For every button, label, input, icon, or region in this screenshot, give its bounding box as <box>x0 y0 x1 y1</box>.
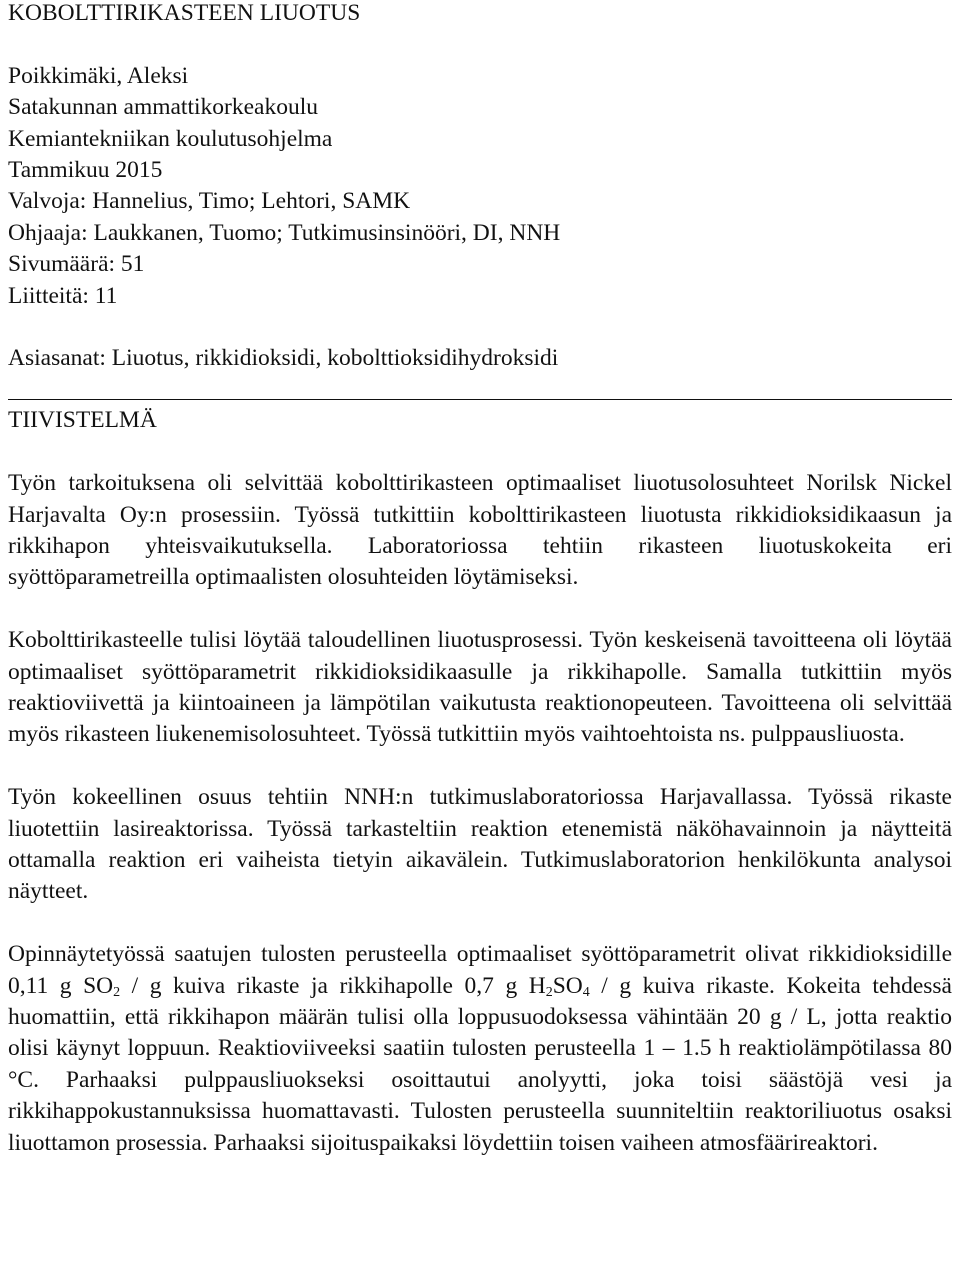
supervisor: Valvoja: Hannelius, Timo; Lehtori, SAMK <box>8 188 411 215</box>
spacer <box>8 312 952 343</box>
degree-programme: Kemiantekniikan koulutusohjelma <box>8 125 333 152</box>
publication-date: Tammikuu 2015 <box>8 157 163 184</box>
author: Poikkimäki, Aleksi <box>8 62 189 89</box>
appendix-count: Liitteitä: 11 <box>8 282 118 309</box>
subscript: 2 <box>545 984 553 1000</box>
paragraph-text: Opinnäytetyössä saatujen tulosten perusteella optimaaliset syöttöparametrit olivat rikkidioksidille 0,11 g SO <box>8 941 952 999</box>
subscript: 4 <box>582 984 590 1000</box>
abstract-heading: TIIVISTELMÄ <box>8 407 157 434</box>
spacer <box>8 751 952 782</box>
spacer <box>8 437 952 468</box>
abstract-paragraph-3: Työn kokeellinen osuus tehtiin NNH:n tutkimuslaboratoriossa Harjavallassa. Työssä rikaste liuotettiin lasireaktorissa. Työssä tarkasteltiin reaktion etenemistä näköhavainnoin ja näytteitä ottamalla reaktion eri vaiheista tietyin aikavälein. Tutkimuslaboratorion henkilökunta analysoi näytteet. <box>8 784 952 905</box>
spacer <box>8 29 952 60</box>
abstract-paragraph-2: Kobolttirikasteelle tulisi löytää taloudellinen liuotusprosessi. Työn keskeisenä tavoitteena oli löytää optimaaliset syöttöparametrit rikkidioksidikaasulle ja rikkihapolle. Samalla tutkittiin myös reaktioviivettä ja kiintoaineen ja lämpötilan vaikutusta reaktionopeuteen. Tavoitteena oli selvittää myös rikasteen liukenemisolosuhteet. Työssä tutkittiin myös vaihtoehtoista ns. pulppausliuosta. <box>8 627 952 748</box>
paragraph-text: / g kuiva rikaste. Kokeita tehdessä huomattiin, että rikkihapon määrän tulisi olla loppusuodoksessa vähintään 20 g / L, jotta reaktio olisi käynyt loppuun. Reaktioviiveeksi saatiin tulosten perusteella 1 – 1.5 h reaktiolämpötilassa 80 °C. Parhaaksi pulppausliuokseksi osoittautui anolyytti, joka toisi säästöjä vesi ja rikkihappokustannuksissa huomattavasti. Tulosten perusteella suunniteltiin reaktoriliuotus osaksi liuottamon prosessia. Parhaaksi sijoituspaikaksi löydettiin toisen vaiheen atmosfäärireaktori. <box>8 972 952 1156</box>
institution: Satakunnan ammattikorkeakoulu <box>8 94 318 121</box>
keywords: Asiasanat: Liuotus, rikkidioksidi, kobolttioksidihydroksidi <box>8 345 559 372</box>
horizontal-rule <box>8 399 952 401</box>
page-count: Sivumäärä: 51 <box>8 251 145 278</box>
spacer <box>8 908 952 939</box>
document-title: KOBOLTTIRIKASTEEN LIUOTUS <box>8 0 361 26</box>
abstract-paragraph-4 <box>8 939 952 1159</box>
spacer <box>8 594 952 625</box>
subscript: 2 <box>113 984 121 1000</box>
abstract-paragraph-1: Työn tarkoituksena oli selvittää kobolttirikasteen optimaaliset liuotusolosuhteet Norilsk Nickel Harjavalta Oy:n prosessiin. Työssä tutkittiin kobolttirikasteen liuotusta rikkidioksidikaasun ja rikkihapon yhteisvaikutuksella. Laboratoriossa tehtiin rikasteen liuotuskokeita eri syöttöparametreilla optimaalisten olosuhteiden löytämiseksi. <box>8 470 952 591</box>
instructor: Ohjaaja: Laukkanen, Tuomo; Tutkimusinsinööri, DI, NNH <box>8 219 561 246</box>
paragraph-text: / g kuiva rikaste ja rikkihapolle 0,7 g H <box>120 972 546 999</box>
paragraph-text: SO <box>552 972 583 999</box>
